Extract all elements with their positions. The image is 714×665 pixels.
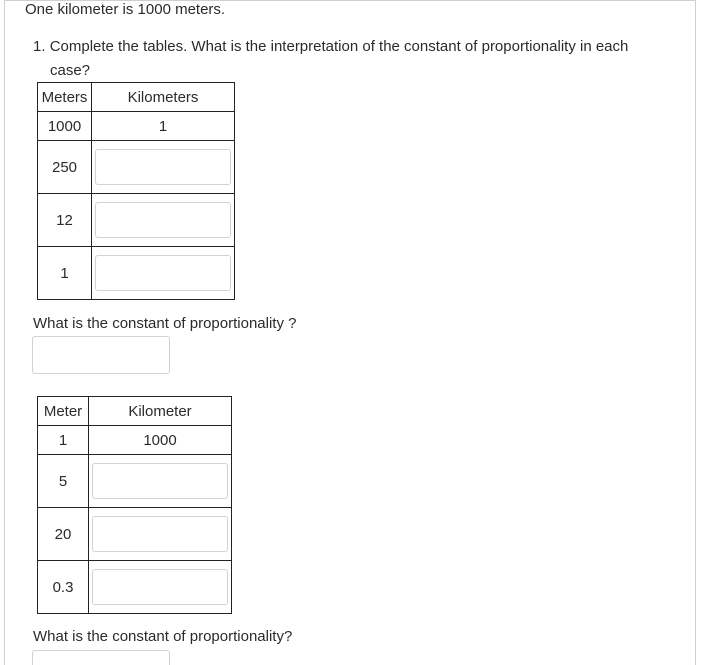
table1-row1-meters: 250 [38,141,92,194]
table2-row2-meter: 20 [38,508,89,561]
constant-2-label: What is the constant of proportionality? [33,628,293,645]
table2-row3-answer-cell [89,561,232,614]
constant-2-input[interactable] [32,650,170,665]
frame-right-border [695,0,696,665]
table2-row2-answer-cell [89,508,232,561]
table1-row3-kilometers-input[interactable] [95,255,231,291]
table2-row3-kilometer-input[interactable] [92,569,228,605]
table2-row1-meter: 5 [38,455,89,508]
table1-given-meters: 1000 [38,112,92,141]
intro-text: One kilometer is 1000 meters. [25,1,226,18]
table2-given-meter: 1 [38,426,89,455]
meters-to-kilometers-table [37,82,235,300]
table2-row2-kilometer-input[interactable] [92,516,228,552]
question-text: Complete the tables. What is the interpretation of the constant of proportionality in each [49,38,629,55]
table1-row1-kilometers-input[interactable] [95,149,231,185]
question-number: 1. [33,38,46,55]
table1-row1-answer-cell [92,141,235,194]
table1-row2-answer-cell [92,194,235,247]
meter-to-kilometer-table [37,396,232,614]
table2-row1-answer-cell [89,455,232,508]
table1-header-kilometers: Kilometers [92,83,235,112]
table1-row2-meters: 12 [38,194,92,247]
table2-header-meter: Meter [38,397,89,426]
table2-row3-meter: 0.3 [38,561,89,614]
table1-row3-answer-cell [92,247,235,300]
constant-1-label: What is the constant of proportionality ? [33,315,297,332]
frame-left-border [4,0,5,665]
table2-row1-kilometer-input[interactable] [92,463,228,499]
table1-header-meters: Meters [38,83,92,112]
question-1 [33,35,683,83]
table2-given-kilometer: 1000 [89,426,232,455]
table1-row2-kilometers-input[interactable] [95,202,231,238]
question-text-continuation: case? [50,62,91,79]
table2-header-kilometer: Kilometer [89,397,232,426]
constant-1-input[interactable] [32,336,170,374]
table1-given-kilometers: 1 [92,112,235,141]
table1-row3-meters: 1 [38,247,92,300]
